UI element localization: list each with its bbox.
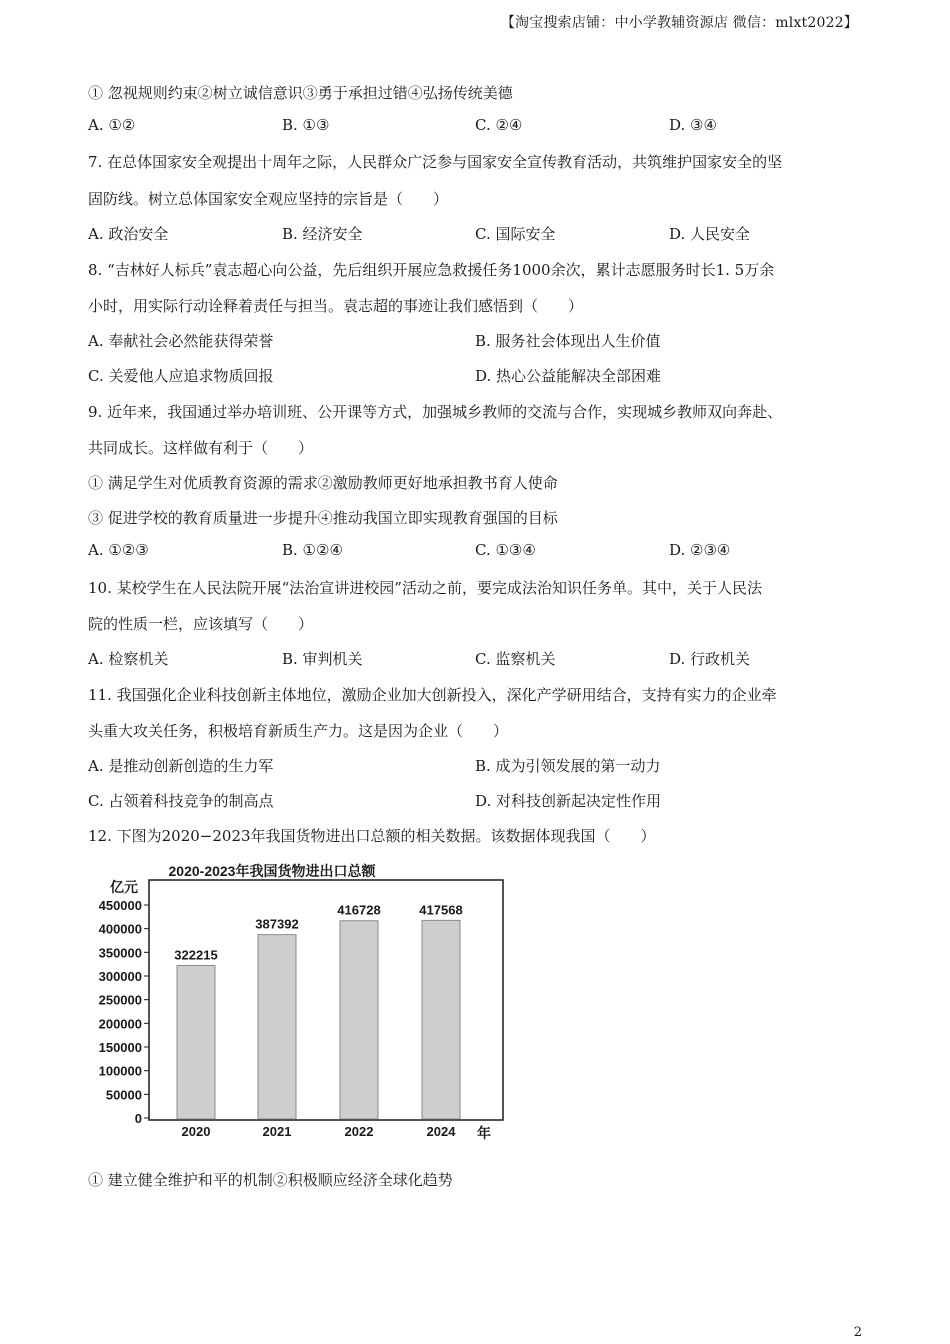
bar-2024	[422, 920, 460, 1119]
q10-options	[88, 648, 868, 670]
bar-2020	[177, 965, 215, 1119]
x-tick-label-2020: 2020	[181, 1124, 211, 1139]
y-tick-label: 300000	[98, 969, 142, 984]
q6-option-d[interactable]: D. ③④	[669, 116, 717, 134]
y-tick-label: 400000	[98, 921, 142, 937]
chart-title: 2020-2023年我国货物进出口总额	[168, 863, 376, 879]
bar-2021	[258, 935, 296, 1119]
q12-stem-line1: 12. 下图为2020−2023年我国货物进出口总额的相关数据。该数据体现我国（ ）	[88, 827, 656, 845]
q7-stem-line2: 固防线。树立总体国家安全观应坚持的宗旨是（ ）	[88, 190, 449, 208]
y-tick-label: 100000	[98, 1063, 142, 1079]
q7-option-d[interactable]: D. 人民安全	[669, 225, 751, 243]
data-label-2021: 387392	[255, 916, 299, 932]
q9-options	[88, 541, 868, 563]
q9-option-c[interactable]: C. ①③④	[475, 541, 536, 559]
y-tick-label: 0	[134, 1111, 142, 1126]
q8-option-c[interactable]: C. 关爱他人应追求物质回报	[88, 367, 274, 385]
y-tick-label: 250000	[98, 992, 142, 1008]
x-tick-label-2024: 2024	[426, 1124, 456, 1139]
q8-option-b[interactable]: B. 服务社会体现出人生价值	[475, 332, 661, 350]
y-axis	[99, 898, 149, 1126]
q11-stem-line1: 11. 我国强化企业科技创新主体地位，激励企业加大创新投入，深化产学研用结合，支持有实力的企业牵	[88, 686, 777, 704]
q9-option-d[interactable]: D. ②③④	[669, 541, 731, 559]
y-tick-label: 450000	[98, 898, 142, 913]
data-label-2024: 417568	[419, 902, 463, 918]
q11-option-a[interactable]: A. 是推动创新创造的生力军	[88, 757, 274, 775]
q7-option-b[interactable]: B. 经济安全	[282, 225, 363, 243]
q7-stem-line1: 7. 在总体国家安全观提出十周年之际，人民群众广泛参与国家安全宣传教育活动，共筑维护国家安全的坚	[88, 153, 783, 171]
q7-options	[88, 223, 868, 245]
y-axis-unit-label: 亿元	[110, 879, 138, 895]
data-label-2022: 416728	[337, 902, 381, 918]
q9-option-a[interactable]: A. ①②③	[88, 541, 149, 559]
page-number: 2	[853, 1325, 862, 1340]
q6-options	[88, 116, 868, 138]
data-label-2020: 322215	[174, 947, 218, 963]
y-tick-label: 50000	[105, 1087, 142, 1103]
q9-stem-line1: 9. 近年来，我国通过举办培训班、公开课等方式，加强城乡教师的交流与合作，实现城乡教师双向奔赴、	[88, 403, 783, 421]
q6-option-b[interactable]: B. ①③	[282, 116, 330, 134]
trade-bar-chart	[88, 856, 508, 1148]
q9-statements-1: ① 满足学生对优质教育资源的需求②激励教师更好地承担教书育人使命	[88, 474, 558, 492]
q10-option-c[interactable]: C. 监察机关	[475, 650, 556, 668]
q10-option-d[interactable]: D. 行政机关	[669, 650, 751, 668]
x-axis-unit-label: 年	[477, 1125, 491, 1141]
bars-group	[174, 902, 462, 1139]
y-tick-label: 200000	[98, 1016, 142, 1032]
q8-options-row1	[88, 330, 868, 352]
q9-statements-2: ③ 促进学校的教育质量进一步提升④推动我国立即实现教育强国的目标	[88, 509, 558, 527]
q9-option-b[interactable]: B. ①②④	[282, 541, 343, 559]
q8-stem-line1: 8. “吉林好人标兵”袁志超心向公益，先后组织开展应急救援任务1000余次，累计志愿服务时长1. 5万余	[88, 261, 775, 279]
q6-option-c[interactable]: C. ②④	[475, 116, 523, 134]
q6-option-a[interactable]: A. ①②	[88, 116, 136, 134]
bar-2022	[340, 921, 378, 1119]
q8-stem-line2: 小时，用实际行动诠释着责任与担当。袁志超的事迹让我们感悟到（ ）	[88, 297, 584, 315]
x-tick-label-2022: 2022	[344, 1124, 374, 1139]
q6-statements: ① 忽视规则约束②树立诚信意识③勇于承担过错④弘扬传统美德	[88, 84, 513, 102]
q10-stem-line1: 10. 某校学生在人民法院开展“法治宣讲进校园”活动之前，要完成法治知识任务单。其中，关于人民法	[88, 579, 762, 597]
q11-stem-line2: 头重大攻关任务，积极培育新质生产力。这是因为企业（ ）	[88, 722, 509, 740]
q11-option-d[interactable]: D. 对科技创新起决定性作用	[475, 792, 662, 810]
q12-statements: ① 建立健全维护和平的机制②积极顺应经济全球化趋势	[88, 1171, 453, 1189]
y-tick-label: 150000	[98, 1040, 142, 1055]
q11-options-row2	[88, 790, 868, 812]
q7-option-a[interactable]: A. 政治安全	[88, 225, 169, 243]
page-header: 【淘宝搜索店铺：中小学教辅资源店 微信：mlxt2022】	[500, 15, 858, 31]
q10-option-a[interactable]: A. 检察机关	[88, 650, 169, 668]
y-tick-label: 350000	[98, 945, 142, 961]
q11-option-c[interactable]: C. 占领着科技竞争的制高点	[88, 792, 274, 810]
x-tick-label-2021: 2021	[262, 1124, 292, 1139]
q7-option-c[interactable]: C. 国际安全	[475, 225, 556, 243]
q8-options-row2	[88, 365, 868, 387]
q10-option-b[interactable]: B. 审判机关	[282, 650, 363, 668]
q9-stem-line2: 共同成长。这样做有利于（ ）	[88, 439, 314, 457]
q10-stem-line2: 院的性质一栏，应该填写（ ）	[88, 615, 314, 633]
q8-option-d[interactable]: D. 热心公益能解决全部困难	[475, 367, 662, 385]
q11-options-row1	[88, 755, 868, 777]
q8-option-a[interactable]: A. 奉献社会必然能获得荣誉	[88, 332, 274, 350]
q11-option-b[interactable]: B. 成为引领发展的第一动力	[475, 757, 661, 775]
